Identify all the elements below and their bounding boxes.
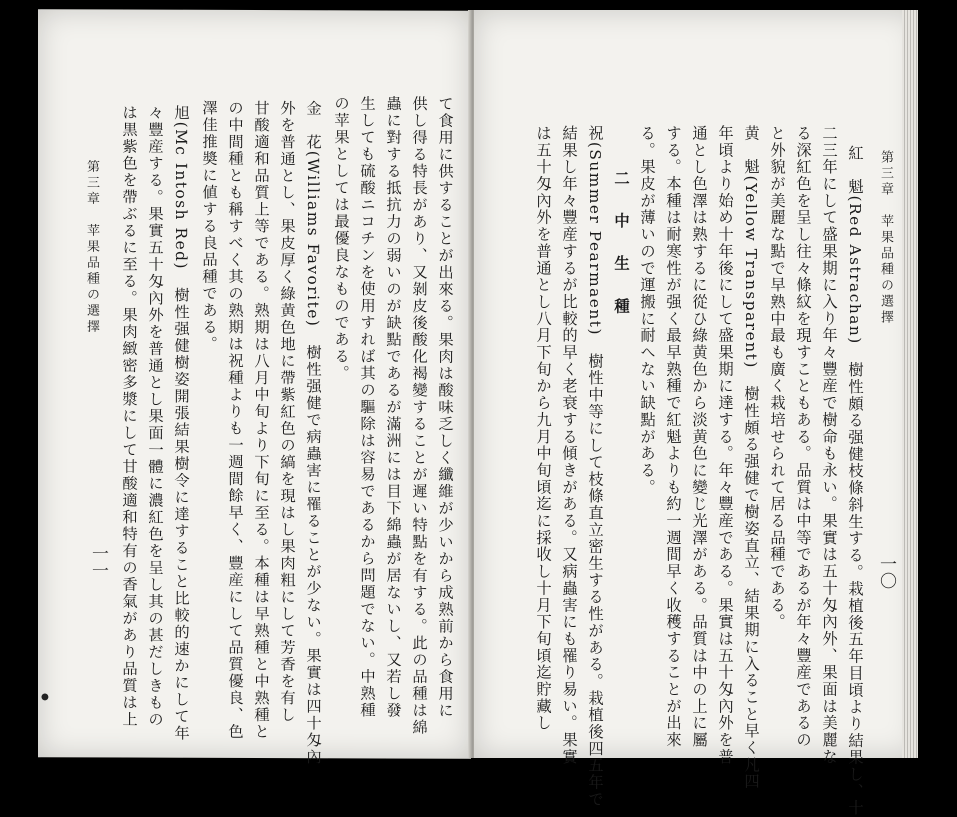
text-column: 金 花(Williams Favorite) 樹性强健で病蟲害に罹ることが少ない。果實は四十匁內 bbox=[304, 100, 322, 766]
page-number: 一〇 bbox=[876, 555, 896, 589]
text-column: 蟲に對する抵抗力の弱いのが缺點であるが滿洲には目下綿蟲が居ないし、又若し發 bbox=[384, 95, 402, 719]
page-edge bbox=[902, 10, 918, 758]
text-column: 澤佳推奬に値する良品種である。 bbox=[200, 99, 218, 353]
text-column: る深紅色を呈し往々條紋を現すこともある。品質は中等であるが年々豐産であるの bbox=[794, 125, 812, 749]
page-number: 一一 bbox=[88, 544, 108, 579]
text-column: は五十匁內外を普通とし八月下旬から九月中旬頃迄に採收し十月下旬頃迄貯藏し bbox=[534, 125, 552, 732]
book-scan bbox=[38, 10, 918, 817]
text-column: 祝(Summer Pearmaent) 樹性中等にして枝條直立密生する性がある。栽植後四五年で bbox=[586, 125, 604, 808]
text-column: 年頃より始め十年後にして盛果期に達する。年々豐産である。果實は五十匁內外を普 bbox=[716, 125, 734, 766]
text-column: る。果皮が薄いので運搬に耐へない缺點がある。 bbox=[638, 125, 656, 496]
text-column: 二三年にして盛果期に入り年々豐産で樹命も永い。果實は五十匁內外、果面は美麗な bbox=[820, 125, 838, 766]
text-column: 通とし色澤は熟するに從ひ綠黄色から淡黄色に變じ光澤がある。品質は中の上に屬 bbox=[690, 125, 708, 749]
text-column: する。本種は耐寒性が强く最早熟種で紅魁よりも約一週間早く收穫することが出來 bbox=[664, 125, 682, 749]
right-page bbox=[474, 10, 918, 817]
running-header: 第三章 苹果品種の選擇 bbox=[878, 150, 893, 326]
text-column: 生しても硫酸ニコチンを使用すれば其の驅除は容易であるから問題でない。中熟種 bbox=[358, 95, 376, 719]
text-column: 甘酸適和品質上等である。熟期は八月中旬より下旬に至る。本種は早熟種と中熟種と bbox=[252, 99, 270, 741]
speck: ● bbox=[41, 692, 49, 703]
text-column: 黄 魁(Yellow Transparent) 樹性頗る强健で樹姿直立、結果期に入ること早く凡四 bbox=[742, 125, 760, 791]
text-column: 紅 魁(Red Astrachan) 樹性頗る强健枝條斜生する。栽植後五年目頃より結果し、十 bbox=[846, 145, 864, 817]
text-column: の中間種とも稱すべく其の熟期は祝種よりも一週間餘早く、豐産にして品質優良、色 bbox=[226, 99, 244, 741]
running-header: 第三章 苹果品種の選擇 bbox=[84, 159, 99, 336]
section-heading: 二 中 生 種 bbox=[612, 170, 630, 320]
text-column: て食用に供することが出來る。果肉は酸味乏しく纖維が少いから成熟前から食用に bbox=[436, 95, 454, 720]
text-column: 結果し年々豐産するが比較的早く老衰する傾きがある。又病蟲害にも罹り易い。果實 bbox=[560, 125, 578, 766]
text-column: 々豐産する。果實五十匁內外を普通とし果面一體に濃紅色を呈し其の甚だしきもの bbox=[146, 104, 164, 729]
text-column: 供し得る特長があり、又剝皮後酸化褐變することが遲い特點を有する。此の品種は綿 bbox=[410, 95, 428, 736]
text-column: は黒紫色を帶ぶるに至る。果肉緻密多漿にして甘酸適和特有の香氣があり品質は上 bbox=[120, 104, 138, 729]
text-column: 外を普通とし、果皮厚く綠黄色地に帶紫紅色の縞を現はし果肉粗にして芳香を有し bbox=[278, 100, 296, 724]
left-page bbox=[38, 9, 471, 766]
text-column: と外貌が美麗な點で早熟中最も廣く栽培せられて居る品種である。 bbox=[768, 125, 786, 631]
text-column: 旭(Mc Intosh Red) 樹性强健樹姿開張結果樹令に達すること比較的速かにして年 bbox=[172, 104, 190, 742]
text-column: の苹果としては最優良なものである。 bbox=[332, 95, 350, 382]
